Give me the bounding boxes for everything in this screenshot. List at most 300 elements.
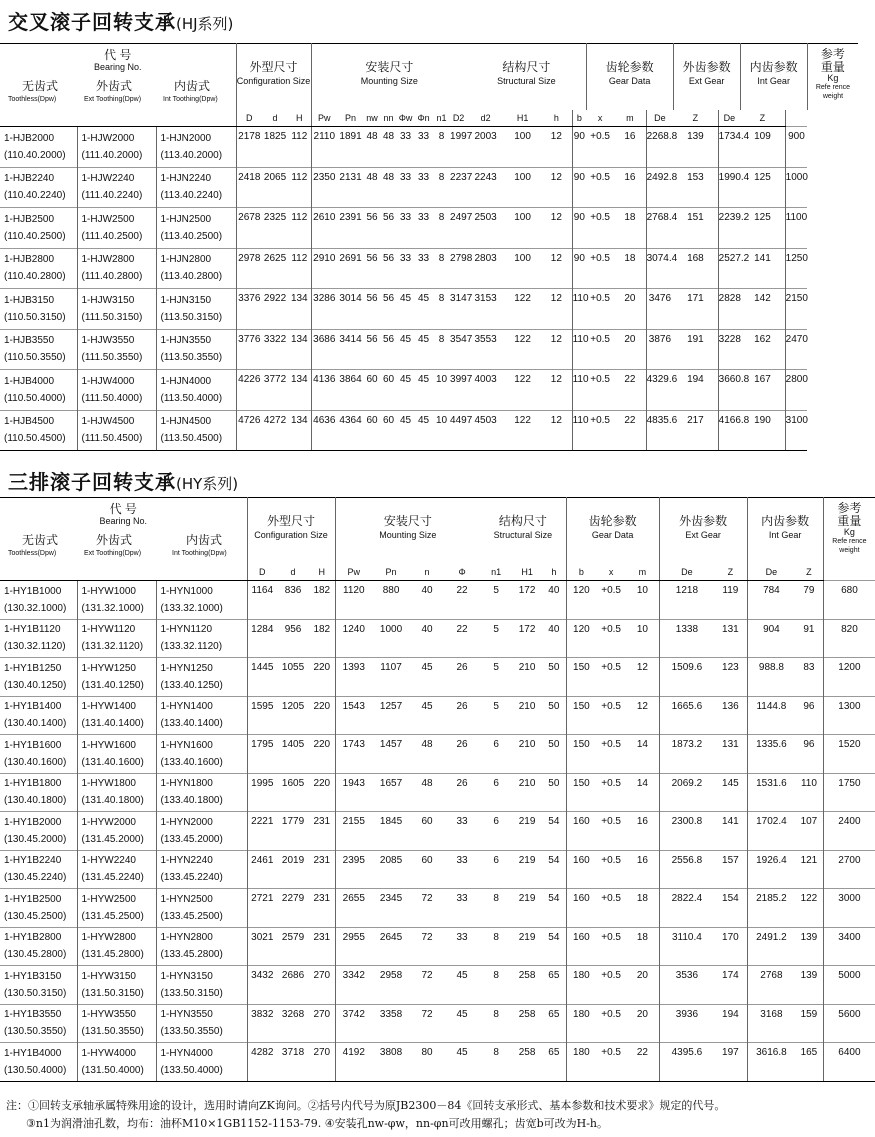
table-row (0, 773, 875, 812)
hy-weight-en1: Refe rence (832, 538, 867, 545)
hj-col-header: h (541, 110, 572, 127)
table-row (0, 927, 875, 966)
hj-value-cell: 100 (504, 248, 541, 289)
hj-value-cell: 56 (380, 289, 397, 330)
hy-int-model-cell (156, 850, 247, 889)
hj-ext-model-cell (77, 289, 156, 330)
hy-value-cell: 65 (542, 1004, 566, 1043)
hj-ext-model: 1-HJW2800 (81, 254, 135, 266)
hy-value-cell: 194 (714, 1004, 747, 1043)
hy-value-cell: 54 (542, 850, 566, 889)
hj-ext-model: 1-HJW2000 (81, 132, 135, 144)
hj-value-cell: 12 (541, 167, 572, 208)
hj-value-cell: 12 (541, 248, 572, 289)
hy-value-cell: 1595 (247, 696, 277, 735)
hy-toothless-model: 1-HY1B1250 (4, 662, 62, 674)
hy-value-cell: 170 (714, 927, 747, 966)
hj-table-body (0, 127, 858, 451)
hy-value-cell: 120 (566, 619, 596, 658)
hy-value-cell: 160 (566, 850, 596, 889)
hj-value-cell: 10 (433, 370, 450, 411)
hj-value-cell: 12 (541, 329, 572, 370)
hy-value-cell: +0.5 (596, 1004, 626, 1043)
hj-value-cell: 112 (288, 208, 311, 249)
hy-value-cell: 3358 (372, 1004, 410, 1043)
hj-value-cell: 125 (740, 167, 785, 208)
hj-value-cell: 110 (572, 329, 586, 370)
hy-col-header: Pn (372, 564, 410, 581)
hj-value-cell: 134 (288, 329, 311, 370)
hy-int-model-old-code: (133.40.1600) (160, 756, 223, 768)
hj-value-cell: +0.5 (586, 370, 614, 411)
hy-value-cell: 210 (512, 735, 542, 774)
hy-value-cell: 1405 (277, 735, 309, 774)
hj-code-subheader (0, 110, 236, 127)
hj-toothless-model-cell (0, 127, 77, 168)
hy-col-header: De (747, 564, 795, 581)
hy-value-cell: 219 (512, 812, 542, 851)
hy-value-cell: 136 (714, 696, 747, 735)
hy-value-cell: 2768 (747, 966, 795, 1005)
hy-value-cell: 2345 (372, 889, 410, 928)
hy-toothless-model-cell (0, 966, 77, 1005)
hy-col-header: n1 (480, 564, 512, 581)
hy-weight-cn1: 参考 (837, 501, 862, 515)
hy-ext-model: 1-HYW1000 (81, 585, 136, 597)
hj-col-header: D2 (450, 110, 467, 127)
hy-ext-model: 1-HYW1400 (81, 701, 136, 713)
hy-value-cell: 1164 (247, 581, 277, 620)
hy-value-cell: 45 (444, 1004, 480, 1043)
hy-value-cell: 1543 (335, 696, 372, 735)
hy-toothless-model-old-code: (130.50.3150) (4, 987, 67, 999)
hj-weight-cell: 1000 (785, 167, 807, 208)
hy-value-cell: 1457 (372, 735, 410, 774)
hy-toothless-model-cell (0, 1004, 77, 1043)
hj-value-cell: 45 (414, 289, 433, 330)
hj-weight-en1: Refe rence (815, 84, 851, 91)
hj-toothless-model: 1-HJB2500 (4, 213, 55, 225)
hy-weight-cell: 2700 (823, 850, 875, 889)
hj-int-model-cell (156, 370, 236, 411)
hj-value-cell: 3553 (467, 329, 504, 370)
hj-ext-model-cell (77, 127, 156, 168)
hy-value-cell: 139 (795, 966, 823, 1005)
hy-toothless-model: 1-HY1B2000 (4, 816, 62, 828)
hj-value-cell: 190 (740, 410, 785, 451)
hy-value-cell: 150 (566, 773, 596, 812)
hy-weight-cell: 820 (823, 619, 875, 658)
hy-value-cell: 160 (566, 889, 596, 928)
hj-toothless-model-old-code: (110.40.2800) (4, 271, 66, 283)
hy-value-cell: 45 (444, 1043, 480, 1082)
hy-mount-en: Mounting Size (379, 530, 437, 540)
hy-value-cell: 2645 (372, 927, 410, 966)
hy-value-cell: 220 (309, 735, 335, 774)
hj-toothless-model-cell (0, 208, 77, 249)
hy-value-cell: 258 (512, 1043, 542, 1082)
hj-value-cell: 8 (433, 167, 450, 208)
hj-value-cell: 12 (541, 127, 572, 168)
hy-value-cell: 2279 (277, 889, 309, 928)
hy-col-header: n (410, 564, 444, 581)
hy-int-model-cell (156, 1043, 247, 1082)
hy-int-model: 1-HYN2240 (160, 855, 213, 867)
hy-int-model-cell (156, 696, 247, 735)
hy-value-cell: 219 (512, 889, 542, 928)
hy-value-cell: 6 (480, 735, 512, 774)
hy-value-cell: 54 (542, 812, 566, 851)
hj-col-header: n1 (433, 110, 450, 127)
hy-value-cell: 107 (795, 812, 823, 851)
hj-value-cell: 2798 (450, 248, 467, 289)
hj-value-cell: 3228 (718, 329, 740, 370)
table-row (0, 696, 875, 735)
hy-value-cell: 3342 (335, 966, 372, 1005)
hj-title: 交叉滚子回转支承 (8, 10, 176, 34)
hy-weight-cell: 2400 (823, 812, 875, 851)
hy-value-cell: 836 (277, 581, 309, 620)
hy-value-cell: 2822.4 (659, 889, 714, 928)
hy-value-cell: 8 (480, 966, 512, 1005)
hy-value-cell: 2185.2 (747, 889, 795, 928)
hj-value-cell: 168 (673, 248, 718, 289)
hy-intgear-header (747, 498, 823, 565)
hj-gear-header (586, 44, 673, 111)
hy-value-cell: 1257 (372, 696, 410, 735)
hy-value-cell: 1605 (277, 773, 309, 812)
hy-toothless-model: 1-HY1B2500 (4, 893, 62, 905)
hy-int-model-old-code: (133.32.1120) (160, 641, 223, 653)
hy-ext-model-cell (77, 619, 156, 658)
hy-weight-en2: weight (839, 547, 860, 554)
hj-value-cell: 100 (504, 167, 541, 208)
hy-value-cell: +0.5 (596, 966, 626, 1005)
hy-ext-en: Ext Toothing(Dpw) (84, 550, 142, 557)
hj-value-cell: 45 (397, 370, 414, 411)
hj-value-cell: 2497 (450, 208, 467, 249)
footnote-line-2: ③n1为润滑油孔数，均布：油杯M10×1GB1152-1153-79. ④安装孔nw-φw，nn-φn可改用螺孔；齿宽b可改为H-h。 (26, 1117, 609, 1130)
hy-value-cell: 160 (566, 927, 596, 966)
hy-toothless-cn: 无齿式 (22, 533, 59, 547)
table-row (0, 329, 858, 370)
hy-code-subheader (0, 564, 247, 581)
hy-int-model-cell (156, 966, 247, 1005)
hj-weight-header (807, 44, 858, 127)
hj-mount-cn: 安装尺寸 (365, 60, 414, 74)
hy-int-model-old-code: (133.45.2240) (160, 872, 223, 884)
hy-value-cell: 1926.4 (747, 850, 795, 889)
hy-struct-cn: 结构尺寸 (498, 514, 547, 528)
hj-ext-model-old-code: (111.50.3550) (81, 352, 143, 364)
hy-ext-model: 1-HYW1800 (81, 778, 136, 790)
hj-subtitle: (HJ系列) (176, 15, 234, 33)
hy-value-cell: 1943 (335, 773, 372, 812)
hy-value-cell: +0.5 (596, 658, 626, 697)
hj-value-cell: 56 (364, 329, 380, 370)
hj-toothless-model-cell (0, 289, 77, 330)
hy-value-cell: 5 (480, 619, 512, 658)
hy-value-cell: 79 (795, 581, 823, 620)
footnotes (6, 1097, 725, 1133)
hy-toothless-model-cell (0, 735, 77, 774)
hy-ext-cn: 外齿式 (96, 533, 133, 547)
hj-toothless-model: 1-HJB2240 (4, 173, 55, 185)
hy-value-cell: +0.5 (596, 850, 626, 889)
hj-int-model-cell (156, 410, 236, 451)
table-row (0, 619, 875, 658)
hy-value-cell: 50 (542, 696, 566, 735)
hy-value-cell: 83 (795, 658, 823, 697)
hy-toothless-model-old-code: (130.40.1250) (4, 679, 67, 691)
hj-value-cell: 90 (572, 167, 586, 208)
table-row (0, 1043, 875, 1082)
hj-toothless-model-old-code: (110.40.2000) (4, 149, 66, 161)
hj-value-cell: +0.5 (586, 208, 614, 249)
table-row (0, 735, 875, 774)
hj-col-header: De (646, 110, 673, 127)
hy-value-cell: 2491.2 (747, 927, 795, 966)
hj-value-cell: 141 (740, 248, 785, 289)
hy-value-cell: 8 (480, 927, 512, 966)
hy-value-cell: 150 (566, 658, 596, 697)
hj-value-cell: +0.5 (586, 289, 614, 330)
hy-int-model-cell (156, 812, 247, 851)
hy-value-cell: 2556.8 (659, 850, 714, 889)
hj-ext-model-cell (77, 167, 156, 208)
footnote-line-1: 注：①回转支承轴承属特殊用途的设计，选用时请向ZK询问。②括号内代号为原JB2300－84《回转支承形式、基本参数和技术要求》规定的代号。 (6, 1099, 726, 1112)
hj-weight-cell: 3100 (785, 410, 807, 451)
hy-value-cell: 182 (309, 581, 335, 620)
hy-weight-cell: 680 (823, 581, 875, 620)
hj-value-cell: 112 (288, 127, 311, 168)
hj-value-cell: 56 (380, 208, 397, 249)
hj-value-cell: 45 (397, 289, 414, 330)
hy-ext-model: 1-HYW1250 (81, 662, 136, 674)
hj-value-cell: 4136 (311, 370, 337, 411)
hy-value-cell: 1743 (335, 735, 372, 774)
hy-value-cell: 904 (747, 619, 795, 658)
table-row (0, 658, 875, 697)
hj-int-model: 1-HJN2240 (160, 173, 212, 185)
hy-col-header: H (309, 564, 335, 581)
hj-ext-model: 1-HJW2240 (81, 173, 135, 185)
hy-value-cell: 139 (795, 927, 823, 966)
hj-ext-en: Ext Toothing(Dpw) (84, 96, 142, 103)
hy-ext-model: 1-HYW1120 (81, 624, 136, 636)
hj-value-cell: 33 (414, 127, 433, 168)
hj-value-cell: 90 (572, 127, 586, 168)
hy-ext-model-old-code: (131.45.2000) (81, 833, 144, 845)
hj-weight-cell: 1100 (785, 208, 807, 249)
hy-value-cell: 2085 (372, 850, 410, 889)
hj-col-header: m (614, 110, 646, 127)
hy-value-cell: 26 (444, 696, 480, 735)
hy-value-cell: 22 (626, 1043, 659, 1082)
hy-toothless-en: Toothless(Dpw) (8, 550, 57, 557)
table-row (0, 966, 875, 1005)
hy-value-cell: 2300.8 (659, 812, 714, 851)
table-row (0, 410, 858, 451)
hy-toothless-model-cell (0, 889, 77, 928)
hy-value-cell: 220 (309, 658, 335, 697)
hj-ext-model-cell (77, 208, 156, 249)
hy-ext-model-old-code: (131.40.1600) (81, 756, 144, 768)
hy-value-cell: 16 (626, 812, 659, 851)
hy-ext-model-cell (77, 966, 156, 1005)
hj-value-cell: +0.5 (586, 329, 614, 370)
hy-ext-model-cell (77, 1043, 156, 1082)
hy-extgear-header (659, 498, 747, 565)
hj-toothless-model: 1-HJB2800 (4, 254, 55, 266)
hy-weight-cell: 1200 (823, 658, 875, 697)
hj-value-cell: 3286 (311, 289, 337, 330)
hy-toothless-model-old-code: (130.45.2240) (4, 872, 67, 884)
hj-weight-cell: 2800 (785, 370, 807, 411)
hy-value-cell: 6 (480, 773, 512, 812)
hy-value-cell: 65 (542, 1043, 566, 1082)
hj-toothless-model-old-code: (110.40.2240) (4, 190, 66, 202)
hj-value-cell: 45 (414, 410, 433, 451)
hy-int-model-old-code: (133.45.2800) (160, 949, 223, 961)
hy-toothless-model: 1-HY1B1000 (4, 585, 62, 597)
hy-value-cell: 33 (444, 812, 480, 851)
hy-int-model-cell (156, 1004, 247, 1043)
hy-ext-model-cell (77, 581, 156, 620)
hy-int-model: 1-HYN2000 (160, 816, 213, 828)
hj-value-cell: 56 (364, 289, 380, 330)
hy-value-cell: 154 (714, 889, 747, 928)
hy-value-cell: 54 (542, 889, 566, 928)
hy-value-cell: 40 (410, 581, 444, 620)
hj-value-cell: 3686 (311, 329, 337, 370)
hj-toothless-model-cell (0, 410, 77, 451)
hj-value-cell: 12 (541, 370, 572, 411)
hy-ext-model: 1-HYW2800 (81, 932, 136, 944)
hy-value-cell: 22 (444, 581, 480, 620)
hy-int-model-cell (156, 581, 247, 620)
hy-int-model-cell (156, 658, 247, 697)
hy-value-cell: 159 (795, 1004, 823, 1043)
hy-value-cell: 182 (309, 619, 335, 658)
hj-value-cell: 48 (364, 167, 380, 208)
hj-value-cell: 151 (673, 208, 718, 249)
hj-value-cell: 2910 (311, 248, 337, 289)
hj-value-cell: +0.5 (586, 248, 614, 289)
hy-value-cell: 3168 (747, 1004, 795, 1043)
hj-value-cell: 153 (673, 167, 718, 208)
hj-col-header: Φw (397, 110, 414, 127)
hy-ext-model-old-code: (131.45.2500) (81, 910, 144, 922)
table-row (0, 850, 875, 889)
hj-value-cell: 2178 (236, 127, 262, 168)
hy-toothless-model: 1-HY1B2240 (4, 855, 62, 867)
hy-value-cell: 1338 (659, 619, 714, 658)
hj-value-cell: 2131 (337, 167, 364, 208)
hy-value-cell: 26 (444, 658, 480, 697)
hy-value-cell: 2395 (335, 850, 372, 889)
hy-toothless-model-cell (0, 619, 77, 658)
hy-value-cell: 2069.2 (659, 773, 714, 812)
hj-value-cell: 2325 (262, 208, 288, 249)
hy-weight-cell: 1750 (823, 773, 875, 812)
hy-ext-model: 1-HYW1600 (81, 739, 136, 751)
hj-value-cell: 4726 (236, 410, 262, 451)
hj-weight-unit: Kg (827, 73, 839, 83)
hj-int-model-cell (156, 208, 236, 249)
hj-col-header: D (236, 110, 262, 127)
hy-int-cn: 内齿式 (186, 533, 223, 547)
hj-int-model-old-code: (113.40.2500) (160, 230, 223, 242)
table-row (0, 581, 875, 620)
hj-config-en: Configuration Size (236, 76, 311, 86)
hy-value-cell: 3432 (247, 966, 277, 1005)
hj-value-cell: 122 (504, 289, 541, 330)
hy-value-cell: 2221 (247, 812, 277, 851)
hy-ext-model: 1-HYW2000 (81, 816, 136, 828)
hy-value-cell: 72 (410, 966, 444, 1005)
table-row (0, 889, 875, 928)
hj-value-cell: 16 (614, 167, 646, 208)
hy-toothless-model-old-code: (130.40.1800) (4, 795, 67, 807)
hy-value-cell: 48 (410, 735, 444, 774)
hj-toothless-en: Toothless(Dpw) (8, 96, 57, 103)
hy-int-model-old-code: (133.40.1400) (160, 718, 223, 730)
hy-value-cell: 1873.2 (659, 735, 714, 774)
hy-value-cell: 3536 (659, 966, 714, 1005)
hj-extgear-en: Ext Gear (688, 76, 725, 86)
hy-value-cell: 26 (444, 773, 480, 812)
hj-value-cell: 2625 (262, 248, 288, 289)
hy-value-cell: 8 (480, 1043, 512, 1082)
hy-value-cell: 5 (480, 696, 512, 735)
hy-value-cell: 131 (714, 619, 747, 658)
hy-value-cell: 3742 (335, 1004, 372, 1043)
hj-int-model-old-code: (113.50.4000) (160, 392, 223, 404)
hy-value-cell: 4282 (247, 1043, 277, 1082)
hy-value-cell: 174 (714, 966, 747, 1005)
hy-value-cell: 18 (626, 927, 659, 966)
hy-value-cell: 220 (309, 696, 335, 735)
hy-value-cell: 40 (410, 619, 444, 658)
hy-value-cell: 6 (480, 850, 512, 889)
hy-col-header: D (247, 564, 277, 581)
hj-value-cell: 134 (288, 289, 311, 330)
hy-int-model: 1-HYN2800 (160, 932, 213, 944)
hj-mount-en: Mounting Size (360, 76, 418, 86)
hy-value-cell: 1240 (335, 619, 372, 658)
hy-value-cell: 12 (626, 658, 659, 697)
hj-ext-model: 1-HJW4500 (81, 416, 135, 428)
hj-toothless-model-cell (0, 167, 77, 208)
hy-value-cell: 26 (444, 735, 480, 774)
hy-config-cn: 外型尺寸 (267, 514, 316, 528)
hj-struct-header (467, 44, 586, 111)
hj-col-header: nw (364, 110, 380, 127)
hy-ext-model-old-code: (131.40.1800) (81, 795, 144, 807)
hy-value-cell: 1055 (277, 658, 309, 697)
hy-value-cell: 180 (566, 1004, 596, 1043)
hj-ext-model-cell (77, 329, 156, 370)
hy-value-cell: +0.5 (596, 696, 626, 735)
hy-value-cell: 45 (410, 658, 444, 697)
hj-value-cell: 90 (572, 248, 586, 289)
hy-value-cell: 150 (566, 696, 596, 735)
hy-value-cell: 231 (309, 812, 335, 851)
hy-value-cell: +0.5 (596, 812, 626, 851)
hj-value-cell: 16 (614, 127, 646, 168)
hy-col-header: Z (795, 564, 823, 581)
